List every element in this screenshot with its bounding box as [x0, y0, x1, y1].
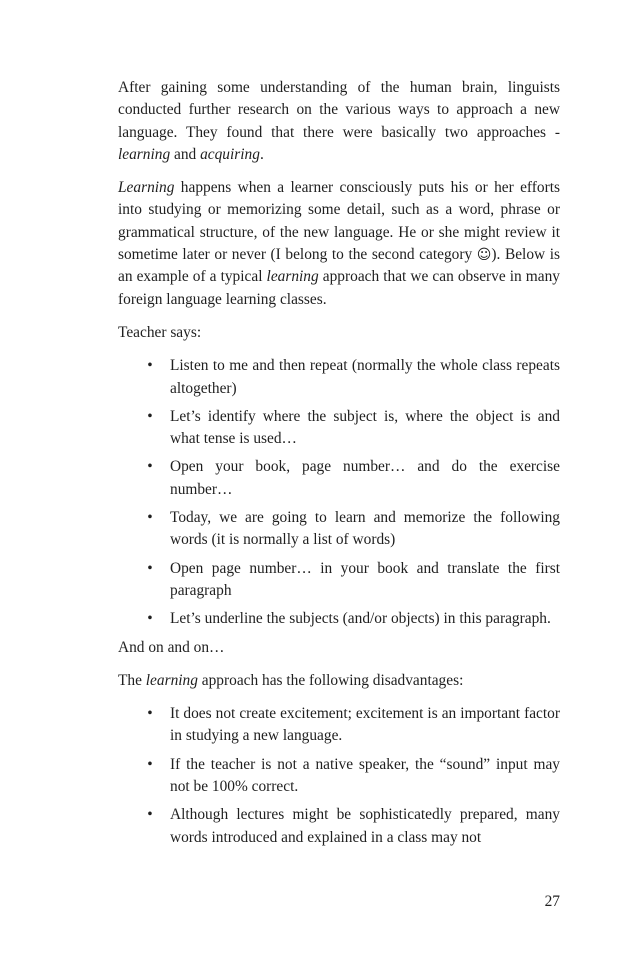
list-item — [118, 703, 560, 748]
list-item — [118, 355, 560, 400]
disadvantages-intro-text-1: The — [118, 671, 146, 689]
bullet-icon: • — [147, 458, 153, 476]
paragraph-intro-joiner: and — [170, 145, 201, 163]
bullet-icon: • — [147, 559, 153, 577]
paragraph-intro-text: After gaining some understanding of the human brain, linguists conducted further research on the various ways to approach a new language. They found that there were basically two approaches - — [118, 79, 560, 141]
bullet-icon: • — [147, 357, 153, 375]
smiley-icon: ☺ — [476, 247, 492, 264]
list-item-text: Today, we are going to learn and memorize the following words (it is normally a list of words) — [170, 509, 560, 549]
list-item-text: If the teacher is not a native speaker, the “sound” input may not be 100% correct. — [170, 755, 560, 796]
paragraph-learning-text-2: ). Below is an example of a typical — [118, 246, 560, 286]
page-content — [118, 77, 560, 855]
list-item — [118, 804, 560, 849]
bullet-icon: • — [147, 806, 153, 824]
paragraph-learning-text-3: approach that we can observe in many foreign language learning classes. — [118, 268, 560, 308]
bullet-icon: • — [147, 755, 153, 773]
list-item — [118, 456, 560, 501]
bullet-icon: • — [147, 610, 153, 628]
page-number: 27 — [544, 893, 560, 910]
list-item — [118, 406, 560, 451]
term-learning-inline: learning — [266, 268, 319, 286]
list-item — [118, 507, 560, 552]
paragraph-learning-text-1: happens when a learner consciously puts his or her efforts into studying or memorizing some detail, such as a word, phrase or grammatical structure, of the new language. He or she might review it sometime later or never (I belong to the second category — [118, 179, 560, 264]
teacher-list — [118, 355, 560, 630]
disadvantages-list — [118, 703, 560, 849]
term-learning-disadvantages: learning — [145, 671, 198, 689]
paragraph-intro-end: . — [259, 145, 264, 163]
term-learning: learning — [118, 145, 171, 163]
teacher-says-label: Teacher says: — [118, 323, 202, 341]
list-item — [118, 558, 560, 603]
disadvantages-intro — [118, 670, 560, 692]
term-acquiring: acquiring — [200, 145, 260, 163]
list-item — [118, 608, 560, 630]
list-item-text: Let’s underline the subjects (and/or objects) in this paragraph. — [170, 610, 551, 628]
and-on-text: And on and on… — [118, 638, 225, 656]
list-item-text: Listen to me and then repeat (normally the whole class repeats altogether) — [170, 357, 560, 397]
bullet-icon: • — [147, 705, 153, 723]
paragraph-learning — [118, 177, 560, 311]
paragraph-intro — [118, 77, 560, 166]
list-item-text: Let’s identify where the subject is, where the object is and what tense is used… — [170, 407, 560, 448]
bullet-icon: • — [147, 407, 153, 425]
list-item-text: Although lectures might be sophisticatedly prepared, many words introduced and explained in a class may not — [170, 806, 560, 846]
list-item — [118, 754, 560, 799]
list-item-text: Open your book, page number… and do the exercise number… — [170, 458, 560, 498]
bullet-icon: • — [147, 509, 153, 527]
list-item-text: It does not create excitement; excitement is an important factor in studying a new language. — [170, 705, 560, 745]
disadvantages-intro-text-2: approach has the following disadvantages: — [197, 671, 464, 689]
list-item-text: Open page number… in your book and translate the first paragraph — [170, 559, 560, 599]
term-learning-heading: Learning — [118, 179, 175, 197]
